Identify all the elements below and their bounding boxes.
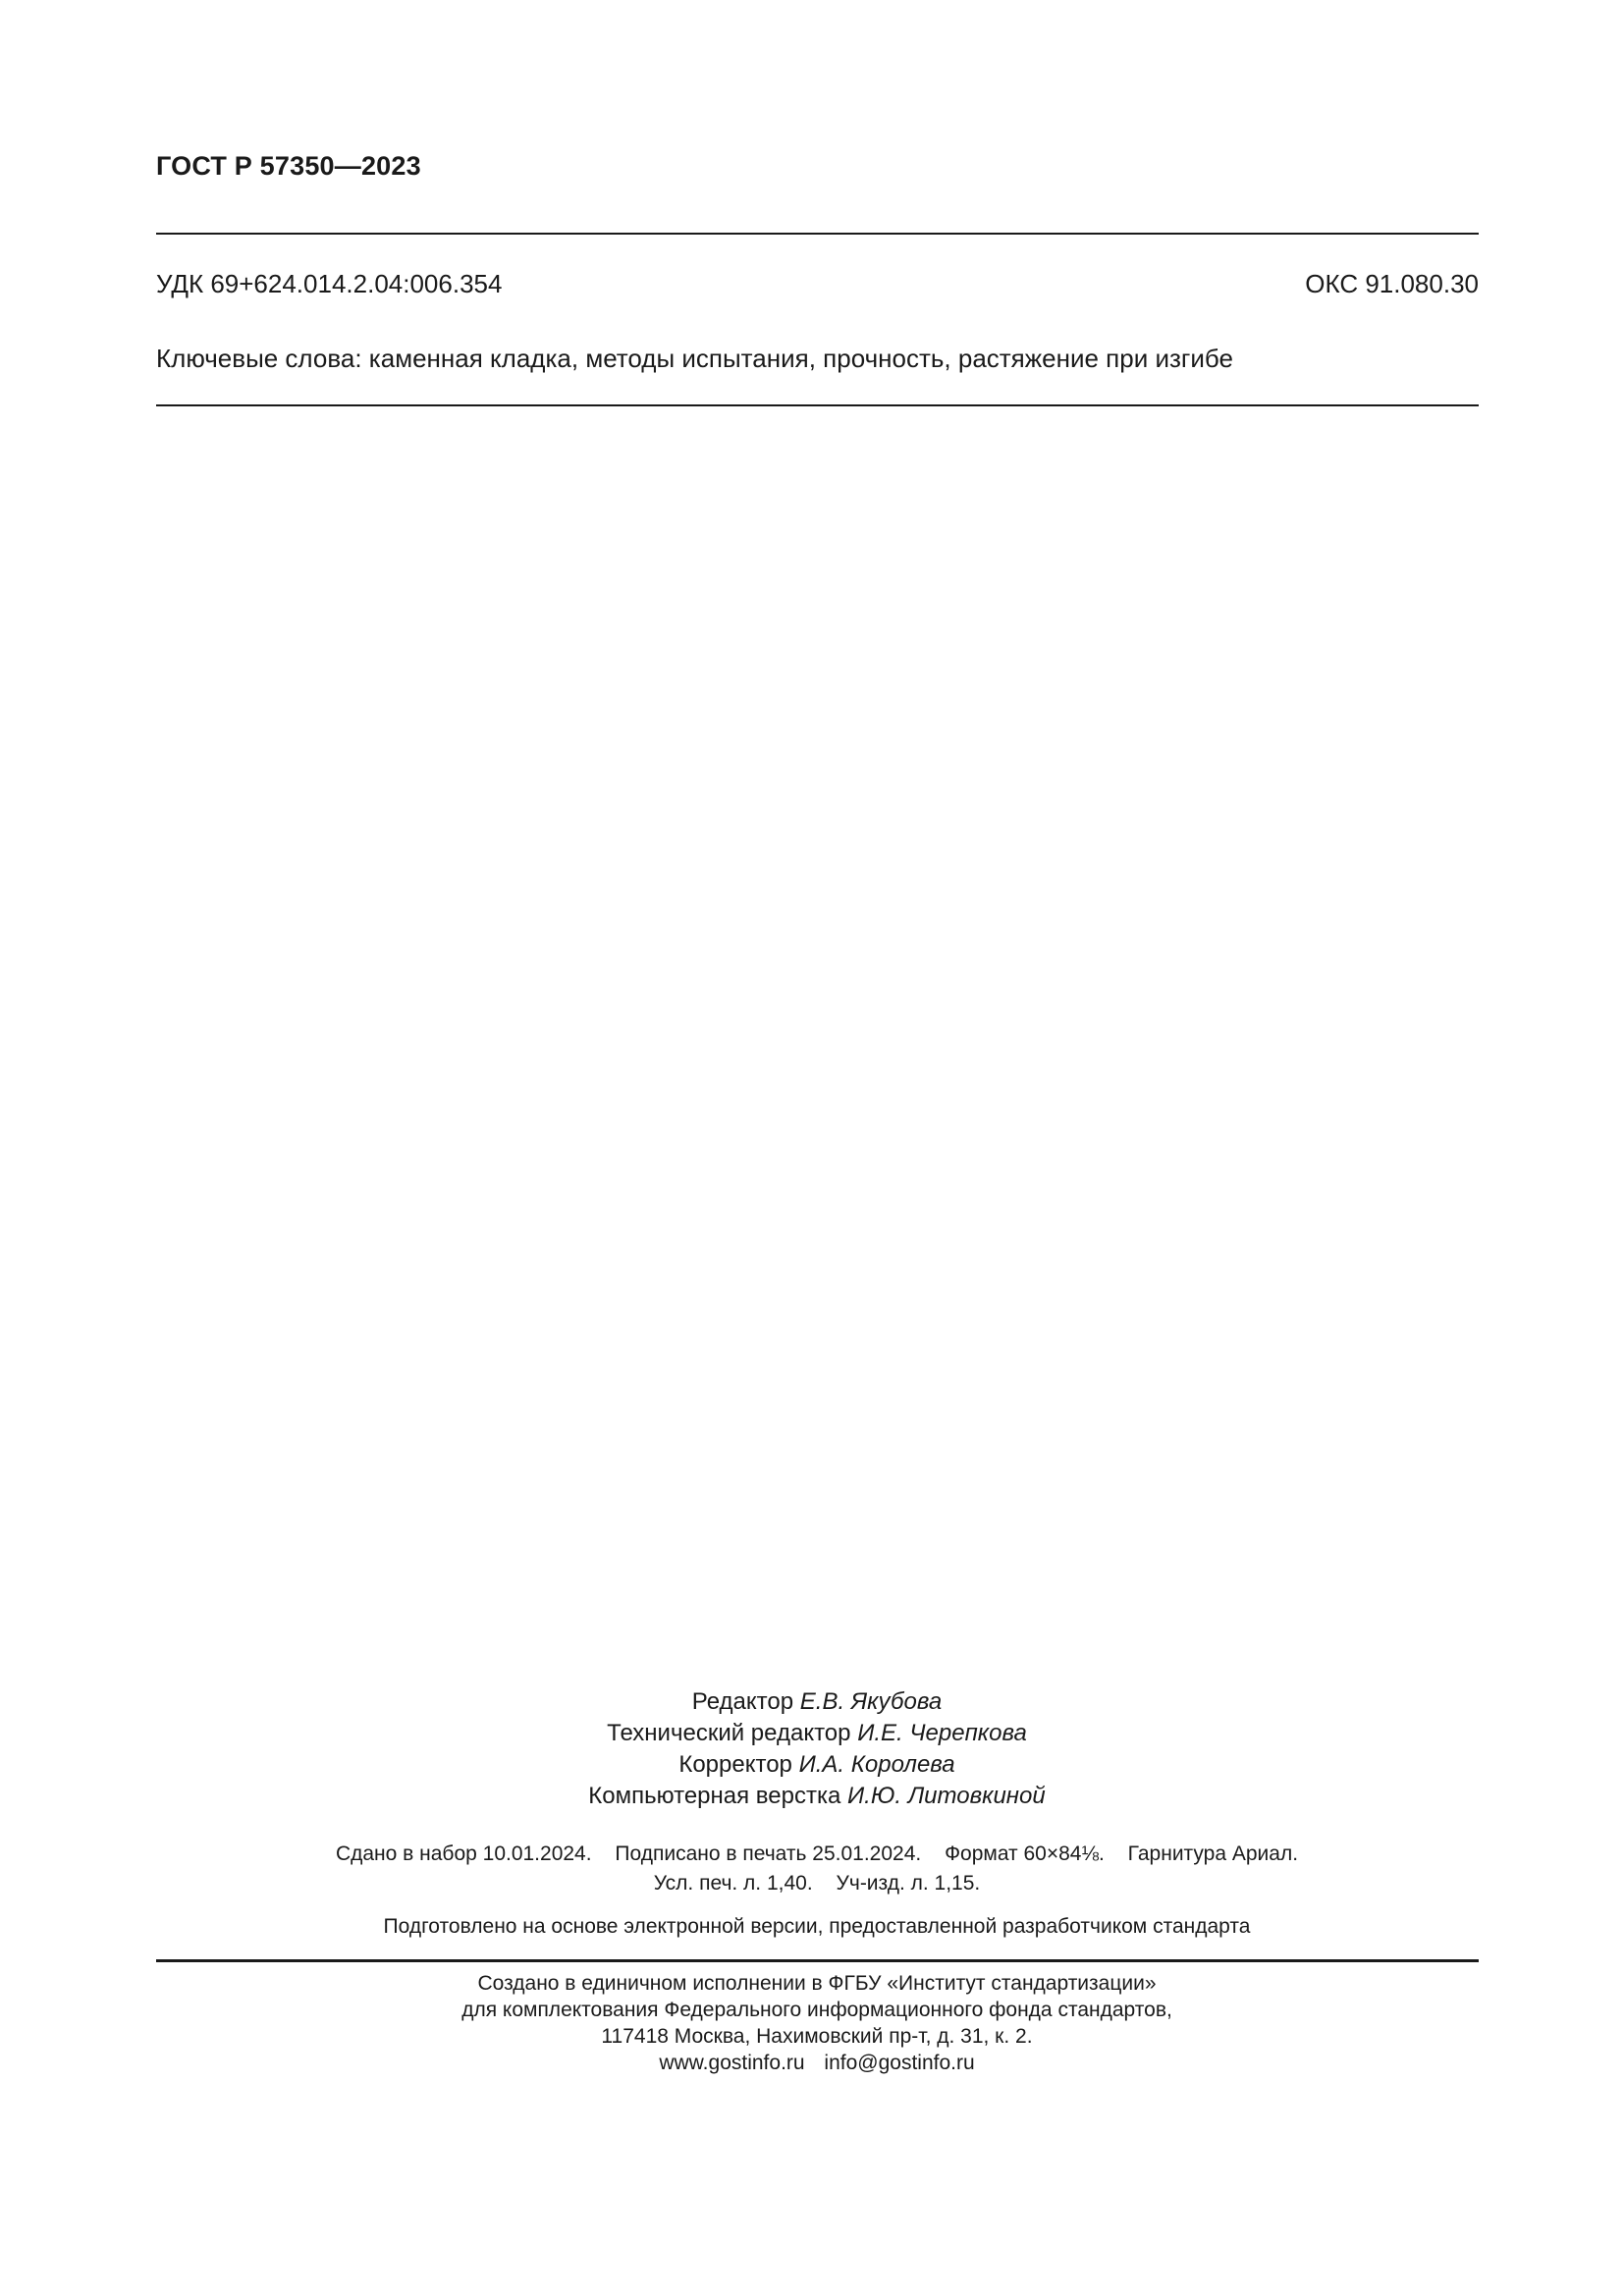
footer-contacts <box>0 2050 1624 2076</box>
footer-line-1: Создано в единичном исполнении в ФГБУ «Институт стандартизации» <box>477 1972 1157 1995</box>
submitted-date: Сдано в набор 10.01.2024. <box>335 1842 592 1865</box>
print-info <box>0 1840 1624 1898</box>
credit-role: Компьютерная верстка <box>588 1783 841 1809</box>
credit-proofreader <box>0 1749 1624 1781</box>
credits-block <box>0 1686 1624 1812</box>
credit-role: Технический редактор <box>607 1720 851 1746</box>
edition-sheets: Уч-изд. л. 1,15. <box>836 1872 981 1895</box>
print-info-line-2 <box>0 1869 1624 1898</box>
credit-layout <box>0 1781 1624 1812</box>
print-sheets: Усл. печ. л. 1,40. <box>653 1872 813 1895</box>
footer-address: 117418 Москва, Нахимовский пр-т, д. 31, к. 2. <box>601 2025 1033 2048</box>
credit-name: Е.В. Якубова <box>799 1688 943 1715</box>
email-link[interactable]: info@gostinfo.ru <box>824 2052 975 2074</box>
paper-format: Формат 60×84⅛. <box>945 1842 1105 1865</box>
credit-technical-editor <box>0 1718 1624 1749</box>
credit-name: И.Ю. Литовкиной <box>847 1783 1046 1809</box>
typeface: Гарнитура Ариал. <box>1127 1842 1299 1865</box>
credit-role: Редактор <box>691 1688 794 1715</box>
footer-divider <box>156 1959 1479 1962</box>
signed-date: Подписано в печать 25.01.2024. <box>615 1842 922 1865</box>
top-divider <box>156 233 1479 235</box>
credit-name: И.Е. Черепкова <box>857 1720 1027 1746</box>
keywords-divider <box>156 404 1479 406</box>
oks-code: ОКС 91.080.30 <box>1305 269 1479 298</box>
footer-line-2: для комплектования Федерального информационного фонда стандартов, <box>461 1999 1172 2021</box>
udk-code: УДК 69+624.014.2.04:006.354 <box>156 269 503 298</box>
credit-name: И.А. Королева <box>798 1751 955 1778</box>
keywords-line: Ключевые слова: каменная кладка, методы испытания, прочность, растяжение при изгибе <box>156 344 1233 373</box>
credit-editor <box>0 1686 1624 1718</box>
prepared-note: Подготовлено на основе электронной версии, предоставленной разработчиком стандарта <box>383 1915 1251 1938</box>
publisher-footer <box>0 1970 1624 2076</box>
print-info-line-1 <box>0 1840 1624 1869</box>
website-link[interactable]: www.gostinfo.ru <box>659 2052 805 2074</box>
document-title: ГОСТ Р 57350—2023 <box>156 151 421 181</box>
credit-role: Корректор <box>678 1751 792 1778</box>
